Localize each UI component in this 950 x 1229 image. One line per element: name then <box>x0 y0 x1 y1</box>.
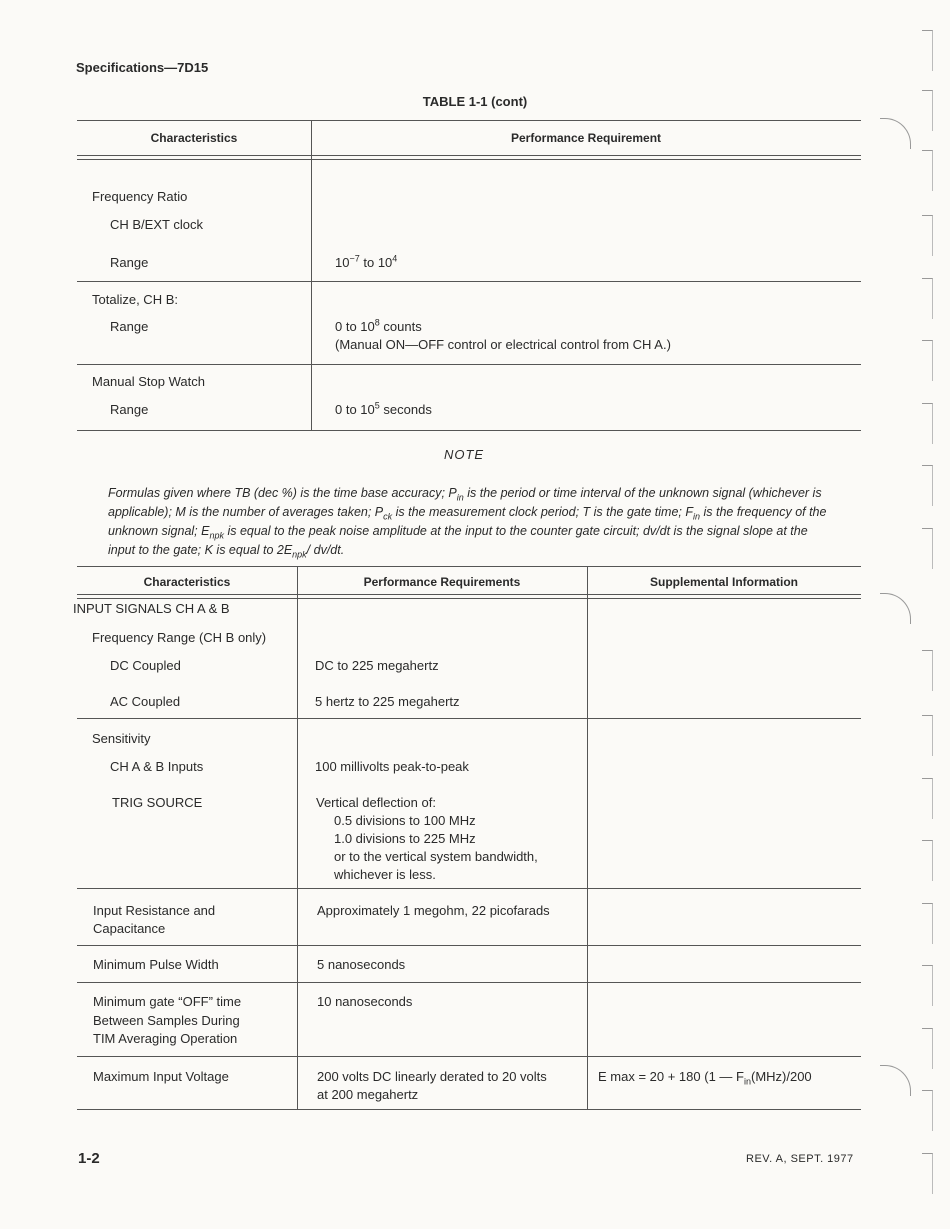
binder-mark <box>922 1028 933 1069</box>
table-1-row-rule <box>77 281 861 282</box>
row-label-input-resistance: Input Resistance and <box>93 903 216 918</box>
binder-mark <box>922 528 933 569</box>
row-label-dc-coupled: DC Coupled <box>110 658 181 673</box>
page-header: Specifications—7D15 <box>76 60 209 75</box>
binder-curl <box>880 118 911 149</box>
emax-formula: E max = 20 + 180 (1 — $F_{in}(MHz)/200$ <box>598 1069 812 1087</box>
totalize-note: (Manual ON—OFF control or electrical control from CH A.) <box>335 337 671 352</box>
binder-mark <box>922 1153 933 1194</box>
row-label-frequency-range: Frequency Range (CH B only) <box>92 630 267 645</box>
range-value-frequency-ratio: $10^{-7}$ to $10^4$ <box>335 253 398 270</box>
binder-mark <box>922 965 933 1006</box>
binder-mark <box>922 215 933 256</box>
table-2-row-rule <box>77 982 861 983</box>
row-label-max-input-voltage: Maximum Input Voltage <box>93 1069 229 1084</box>
table-2-bottom-rule <box>77 1109 861 1110</box>
row-label-sensitivity: Sensitivity <box>92 731 151 746</box>
range-value-stop-watch: 0 to $10^5$ seconds <box>335 400 432 417</box>
range-value-totalize: 0 to $10^8$ counts <box>335 317 422 334</box>
table-2-header-rule <box>77 594 861 595</box>
binder-mark <box>922 90 933 131</box>
column-header-supplemental: Supplemental Information <box>649 575 798 589</box>
table-2-top-rule <box>77 566 861 567</box>
table-2-col-divider-1 <box>297 566 298 1109</box>
binder-mark <box>922 30 933 71</box>
trig-source-line: 0.5 divisions to 100 MHz <box>334 813 476 828</box>
table-1-header-rule <box>77 155 861 156</box>
binder-mark <box>922 778 933 819</box>
trig-source-line: whichever is less. <box>334 867 436 882</box>
row-label-min-gate-off-3: TIM Averaging Operation <box>93 1031 238 1046</box>
row-label-min-gate-off: Minimum gate “OFF” time <box>93 994 242 1009</box>
table-2-row-rule <box>77 1056 861 1057</box>
row-label-min-gate-off-2: Between Samples During <box>93 1013 240 1028</box>
row-label-ch-b-ext: CH B/EXT clock <box>110 217 203 232</box>
trig-source-line: 1.0 divisions to 225 MHz <box>334 831 476 846</box>
min-pulse-width-value: 5 nanoseconds <box>317 957 406 972</box>
max-input-voltage-value-2: at 200 megahertz <box>317 1087 419 1102</box>
note-body: Formulas given where TB (dec %) is the time base accuracy; $P_{in}$ is the period or time interval of the unknown signal (whichever is applicable); M is the number of averages taken; $P_{ck}$ is the measurement clock period; T is the gate time; $F_{in}$ is the frequency of the unknown signal; $E_{npk}$ is equal to the peak noise amplitude at the input to the counter gate circuit; dv/dt is the signal slope at the input to the gate; K is equal to $2E_{npk}/$ dv/dt. <box>108 486 827 560</box>
row-label-manual-stop-watch: Manual Stop Watch <box>92 374 205 389</box>
column-header-characteristics: Characteristics <box>143 575 231 589</box>
row-label-input-resistance-2: Capacitance <box>93 921 166 936</box>
dc-coupled-value: DC to 225 megahertz <box>315 658 439 673</box>
table-2-row-rule <box>77 888 861 889</box>
binder-mark <box>922 840 933 881</box>
row-label-input-signals: INPUT SIGNALS CH A & B <box>73 601 230 616</box>
table-2-row-rule <box>77 718 861 719</box>
min-gate-off-value: 10 nanoseconds <box>317 994 413 1009</box>
table-2-col-divider-2 <box>587 566 588 1109</box>
table-1-header-rule-2 <box>77 159 861 160</box>
binder-curl <box>880 593 911 624</box>
revision-date: REV. A, SEPT. 1977 <box>746 1153 854 1165</box>
table-1-col-divider <box>311 120 312 430</box>
input-resistance-value: Approximately 1 megohm, 22 picofarads <box>317 903 550 918</box>
table-2-row-rule <box>77 945 861 946</box>
row-label-min-pulse-width: Minimum Pulse Width <box>93 957 219 972</box>
max-input-voltage-value: 200 volts DC linearly derated to 20 volts <box>317 1069 547 1084</box>
binder-mark <box>922 278 933 319</box>
row-label-ac-coupled: AC Coupled <box>110 694 181 709</box>
row-label-range: Range <box>110 319 149 334</box>
table-1-row-rule <box>77 364 861 365</box>
row-label-range: Range <box>110 255 149 270</box>
table-title: TABLE 1-1 (cont) <box>422 94 528 109</box>
binder-mark <box>922 903 933 944</box>
row-label-totalize: Totalize, CH B: <box>92 292 178 307</box>
row-label-ch-ab-inputs: CH A & B Inputs <box>110 759 204 774</box>
ac-coupled-value: 5 hertz to 225 megahertz <box>315 694 460 709</box>
binder-mark <box>922 1090 933 1131</box>
binder-mark <box>922 340 933 381</box>
binder-mark <box>922 715 933 756</box>
note-title: NOTE <box>443 447 485 462</box>
trig-source-line: or to the vertical system bandwidth, <box>334 849 538 864</box>
binder-curl <box>880 1065 911 1096</box>
table-1-top-rule <box>77 120 861 121</box>
column-header-performance: Performance Requirements <box>363 575 521 589</box>
trig-source-line: Vertical deflection of: <box>316 795 436 810</box>
row-label-trig-source: TRIG SOURCE <box>112 795 203 810</box>
table-2-header-rule-2 <box>77 598 861 599</box>
binder-mark <box>922 465 933 506</box>
table-1-bottom-rule <box>77 430 861 431</box>
column-header-characteristics: Characteristics <box>150 131 238 145</box>
row-label-range: Range <box>110 402 149 417</box>
ch-ab-inputs-value: 100 millivolts peak-to-peak <box>315 759 469 774</box>
binder-mark <box>922 403 933 444</box>
binder-mark <box>922 650 933 691</box>
binder-mark <box>922 150 933 191</box>
row-label-frequency-ratio: Frequency Ratio <box>92 189 188 204</box>
column-header-performance: Performance Requirement <box>510 131 662 145</box>
page-number: 1-2 <box>78 1150 100 1167</box>
